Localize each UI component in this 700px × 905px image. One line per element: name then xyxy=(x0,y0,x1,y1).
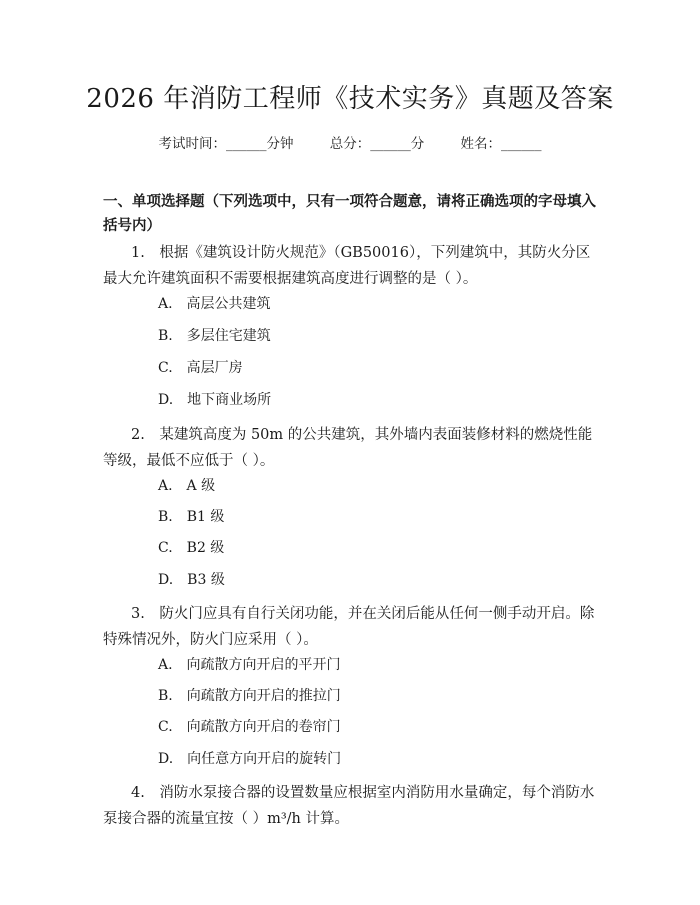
exam-name: 姓名：______ xyxy=(460,136,542,152)
question-1: 1. 根据《建筑设计防火规范》（GB50016），下列建筑中，其防火分区最大允许建筑面积不需要根据建筑高度进行调整的是（ ）。 xyxy=(103,245,591,287)
question-3: 3. 防火门应具有自行关闭功能，并在关闭后能从任何一侧手动开启。除特殊情况外，防火门应采用（ ）。 xyxy=(103,606,595,648)
question-1-option-b: B. 多层住宅建筑 xyxy=(158,328,271,344)
question-3-option-d: D. 向任意方向开启的旋转门 xyxy=(158,751,342,767)
question-3-option-c: C. 向疏散方向开启的卷帘门 xyxy=(158,719,341,735)
question-2-option-d: D. B3 级 xyxy=(158,572,225,588)
exam-meta xyxy=(0,132,700,152)
section-heading: 一、单项选择题（下列选项中，只有一项符合题意，请将正确选项的字母填入括号内） xyxy=(103,193,596,234)
question-3-option-b: B. 向疏散方向开启的推拉门 xyxy=(158,688,341,704)
exam-time: 考试时间：______分钟 xyxy=(158,136,294,152)
question-2-option-c: C. B2 级 xyxy=(158,540,225,556)
page-title: 2026 年消防工程师《技术实务》真题及答案 xyxy=(86,84,614,114)
question-2: 2. 某建筑高度为 50m 的公共建筑，其外墙内表面装修材料的燃烧性能等级，最低不应低于（ ）。 xyxy=(103,427,593,469)
question-1-option-c: C. 高层厂房 xyxy=(158,360,243,376)
question-2-option-b: B. B1 级 xyxy=(158,509,225,525)
question-2-option-a: A. A 级 xyxy=(158,478,216,494)
question-1-option-d: D. 地下商业场所 xyxy=(158,392,272,408)
question-3-option-a: A. 向疏散方向开启的平开门 xyxy=(158,657,341,673)
question-4: 4. 消防水泵接合器的设置数量应根据室内消防用水量确定，每个消防水泵接合器的流量宜按（ ）m³/h 计算。 xyxy=(103,785,595,827)
exam-score: 总分：______分 xyxy=(329,136,425,152)
question-1-option-a: A. 高层公共建筑 xyxy=(158,296,271,312)
